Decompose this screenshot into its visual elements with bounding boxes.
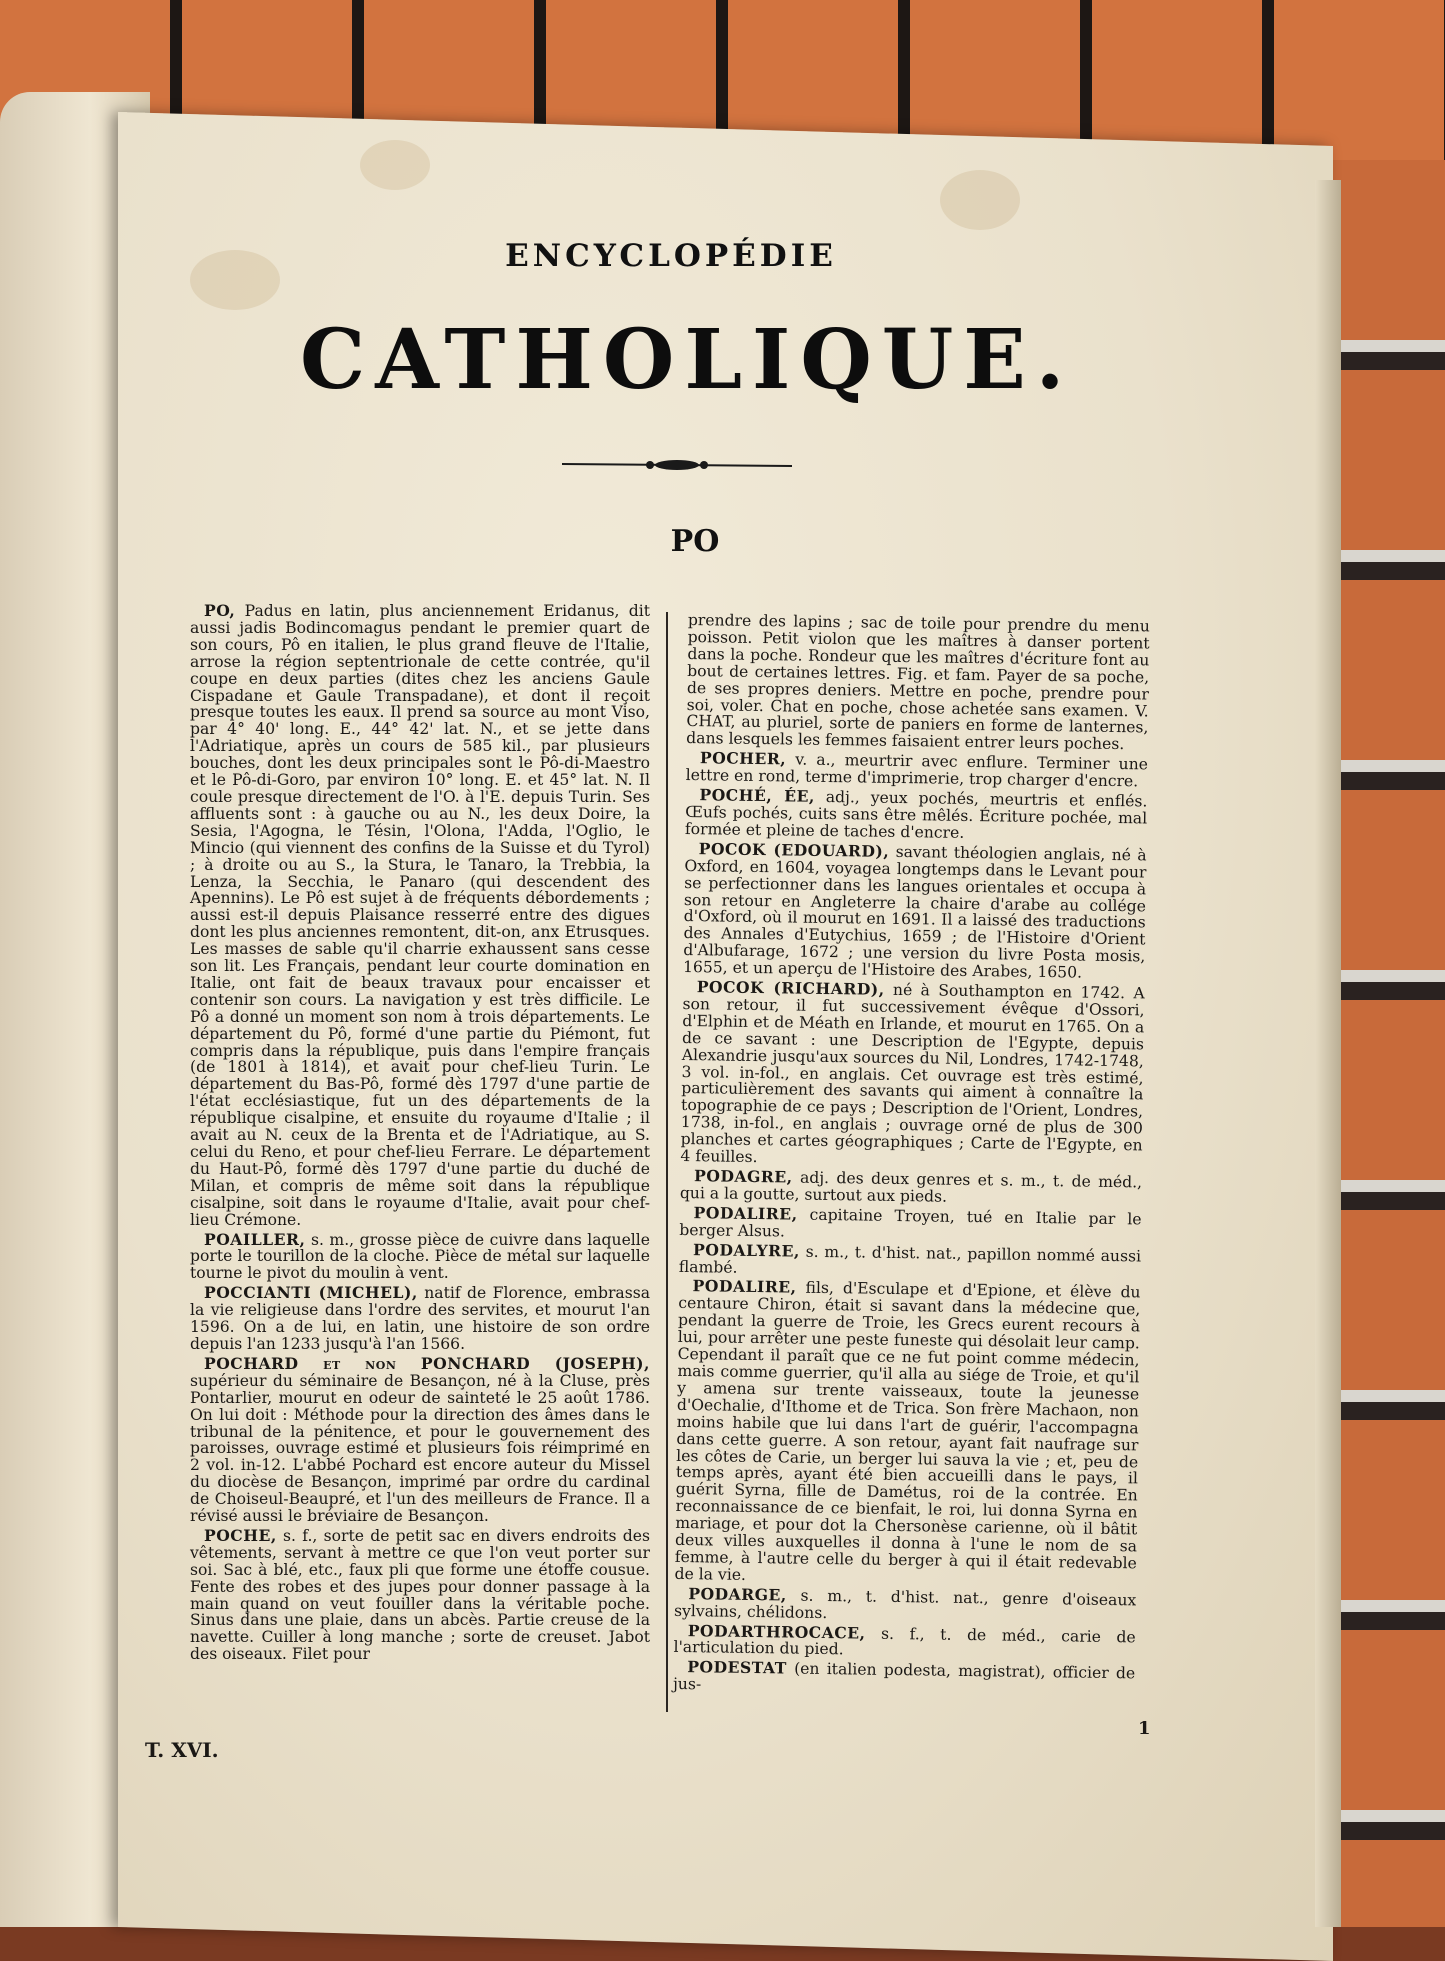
entry-text: (en italien podesta, magistrat), officier de jus- bbox=[672, 1659, 1136, 1694]
entry bbox=[190, 603, 650, 1229]
entry-headword: PODALIRE, bbox=[692, 1276, 797, 1298]
header-title: CATHOLIQUE. bbox=[300, 312, 1075, 408]
entry-headword: PODARGE, bbox=[688, 1583, 787, 1605]
entry bbox=[678, 1239, 1142, 1282]
entry-text: s. m., t. d'hist. nat., papillon nommé aussi flambé. bbox=[678, 1242, 1142, 1277]
entry-text: s. m., t. d'hist. nat., genre d'oiseaux sylvains, chélidons. bbox=[673, 1586, 1137, 1622]
entry-headword: POCCIANTI (MICHEL), bbox=[204, 1283, 418, 1303]
page-edge bbox=[1315, 180, 1341, 1927]
entry bbox=[673, 1583, 1137, 1626]
entry-headword: PODARTHROCACE, bbox=[687, 1620, 866, 1643]
entry bbox=[685, 787, 1148, 844]
entry bbox=[673, 1659, 1135, 1699]
entry bbox=[190, 1353, 650, 1526]
entry-headword: POCOK (EDOUARD), bbox=[698, 838, 890, 861]
entry-headword: PODAGRE, bbox=[693, 1166, 793, 1187]
entry bbox=[680, 979, 1145, 1171]
ornament-divider-icon bbox=[562, 454, 792, 474]
entry-headword: POCHARD et non PONCHARD (JOSEPH), bbox=[204, 1353, 650, 1373]
paper-stain bbox=[190, 250, 280, 310]
entry-headword: POCOK (RICHARD), bbox=[696, 977, 885, 999]
entry-text: Padus en latin, plus anciennement Eridanus, dit aussi jadis Bodincomagus pendant le premier quart de son cours, Pô en italien, le plus grand fleuve de l'Italie, arrose la région septentrionale de cette contrée, qu'il coupe en deux parties (dites chez les anciens Gaule Cispadane et Gaule Transpadane), et dont il reçoit presque toutes les eaux. Il prend sa source au mont Viso, par 4° 40' long. E., 44° 42' lat. N., et se jette dans l'Adriatique, après un cours de 585 kil., par plusieurs bouches, dont les deux principales sont le Pô-di-Maestro et le Pô-di-Goro, par environ 10° long. E. et 45° lat. N. Il coule presque directement de l'O. à l'E. depuis Turin. Ses affluents sont : à gauche ou au N., les deux Doire, la Sesia, l'Agogna, le Tésin, l'Olona, l'Adda, l'Oglio, le Mincio (qui viennent des confins de la Suisse et du Tyrol) ; à droite ou au S., la Stura, le Tanaro, la Trebbia, la Lenza, la Secchia, le Panaro (qui descendent des Apennins). Le Pô est sujet à de fréquents débordements ; aussi est-il depuis Plaisance resserré entre des digues dont les plus anciennes remontent, dit-on, anx Etrusques. Les masses de sable qu'il charrie exhaussent sans cesse son lit. Les Français, pendant leur courte domination en Italie, ont fait de beaux travaux pour encaisser et contenir son cours. La navigation y est très difficile. Le Pô a donné un moment son nom à trois départements. Le département du Pô, formé d'une partie du Piémont, fut compris dans la république, puis dans l'empire français (de 1801 à 1814), et avait pour chef-lieu Turin. Le département du Bas-Pô, formé dès 1797 d'une partie de l'état ecclésiastique, fut un des départements de la république cisalpine, et ensuite du royaume d'Italie ; il avait au N. ceux de la Brenta et de l'Adriatique, au S. celui du Reno, et pour chef-lieu Ferrare. Le département du Haut-Pô, formé dès 1797 d'une partie du duché de Milan, et compris de même soit dans la république cisalpine, soit dans le royaume d'Italie, avait pour chef-lieu Crémone. bbox=[190, 602, 650, 1229]
entry-headword: POCHER, bbox=[699, 748, 787, 769]
entry-text: adj., yeux pochés, meurtris et enflés. Œufs pochés, cuits sans être mêlés. Écriture pochée, mal formée et pleine de taches d'encre. bbox=[684, 788, 1148, 842]
entry-text: v. a., meurtrir avec enflure. Terminer une lettre en rond, terme d'imprimerie, trop charger d'encre. bbox=[685, 750, 1149, 791]
entry-headword: PODALYRE, bbox=[692, 1239, 801, 1261]
entry-headword: POAILLER, bbox=[204, 1229, 306, 1249]
entry-headword: POCHE, bbox=[204, 1525, 277, 1545]
entry-text: capitaine Troyen, tué en Italie par le berger Alsus. bbox=[679, 1205, 1142, 1241]
entry-text: fils, d'Esculape et d'Epione, et élève du centaure Chiron, était si savant dans la médecine que, pendant la guerre de Troie, les Grecs eurent recours à lui, pour arrêter une peste funeste qui désolait leur camp. Cependant il paraît que ce ne fut point comme médecin, mais comme guerrier, qu'il alla au siége de Troie, et qu'il y amena sur trente vaisseaux, toute la jeunesse d'Oechalie, d'Ithome et de Trica. Son frère Machaon, non moins habile que lui dans l'art de guérir, l'accompagna dans cette guerre. A son retour, ayant fait naufrage sur les côtes de Carie, un berger lui sauva la vie ; et, peu de temps après, ayant été bien accueilli dans le pays, il guérit Syrna, fille de Damétus, roi de la contrée. En reconnaissance de ce bienfait, le roi, lui donna Syrna en mariage, et pour dot la Chersonèse carienne, où il bâtit deux villes auxquelles il donna à l'une le nom de sa femme, à l'autre celle du berger à qui il était redevable de la vie. bbox=[674, 1279, 1141, 1584]
entry bbox=[674, 1278, 1140, 1589]
entry bbox=[190, 1525, 650, 1664]
entry bbox=[190, 1285, 650, 1353]
left-column bbox=[190, 603, 650, 1666]
volume-label: T. XVI. bbox=[145, 1738, 219, 1762]
section-title: PO bbox=[670, 524, 720, 559]
entry-headword: PODESTAT bbox=[687, 1657, 787, 1678]
entry bbox=[673, 1622, 1135, 1662]
entry bbox=[680, 1168, 1142, 1208]
entry-text: adj. des deux genres et s. m., t. de méd., qui a la goutte, surtout aux pieds. bbox=[679, 1168, 1143, 1206]
entry-text: prendre des lapins ; sac de toile pour prendre du menu poisson. Petit violon que les maîtres à danser portent dans la poche. Rondeur que les maîtres d'écriture font au bout de certaines lettres. Fig. et fam. Payer de sa poche, de ses propres deniers. Mettre en poche, prendre pour soi, voler. Chat en poche, chose achetée sans examen. V. CHAT, au pluriel, sorte de paniers en forme de lanternes, dans lesquels les femmes faisaient entrer leurs poches. bbox=[686, 611, 1150, 754]
entry-text: natif de Florence, embrassa la vie religieuse dans l'ordre des servites, et mourut l'an 1596. On a de lui, en latin, une histoire de son ordre depuis l'an 1233 jusqu'à l'an 1566. bbox=[190, 1284, 650, 1353]
entry-text: né à Southampton en 1742. A son retour, il fut successivement évêque d'Ossori, d'Elphin et de Méath en Irlande, et mourut en 1765. On a de ce savant : une Description de l'Egypte, depuis Alexandrie jusqu'aux sources du Nil, Londres, 1742-1748, 3 vol. in-fol., en anglais. Cet ouvrage est très estimé, particulièrement des savants qui aiment à connaître la topographie de ce pays ; Description de l'Orient, Londres, 1738, in-fol., en anglais ; ouvrage orné de plus de 300 planches et cartes géographiques ; Carte de l'Egypte, en 4 feuilles. bbox=[680, 980, 1145, 1167]
entry bbox=[679, 1202, 1142, 1245]
entry-text: s. f., sorte de petit sac en divers endroits des vêtements, servant à mettre ce que l'on veut porter sur soi. Sac à blé, etc., faux pli que forme une étoffe cousue. Fente des robes et des jupes pour donner passage à la main quand on veut fouiller dans la véritable poche. Sinus dans une plaie, dans un abcès. Partie creuse de la navette. Cuiller à long manche ; sorte de creuset. Jabot des oiseaux. Filet pour bbox=[190, 1526, 650, 1664]
entry-headword: POCHÉ, ÉE, bbox=[699, 785, 815, 806]
entry-text: savant théologien anglais, né à Oxford, en 1604, voyagea longtemps dans le Levant pour se perfectionner dans les langues orientales et occupa à son retour en Angleterre la chaire d'arabe au collége d'Oxford, où il mourut en 1691. Il a laissé des traductions des Annales d'Eutychius, 1659 ; de l'Histoire d'Orient d'Albufarage, 1672 ; une version du livre Posta mosis, 1655, et un aperçu de l'Histoire des Arabes, 1650. bbox=[682, 842, 1147, 982]
column-divider bbox=[666, 612, 668, 1712]
entry-text: s. m., grosse pièce de cuivre dans laquelle porte le tourillon de la cloche. Pièce de métal sur laquelle tourne le pivot du moulin à vent. bbox=[190, 1230, 650, 1283]
page-number: 1 bbox=[1138, 1718, 1151, 1739]
entry bbox=[686, 612, 1150, 754]
entry bbox=[190, 1229, 650, 1283]
paper-stain bbox=[940, 170, 1020, 230]
entry-headword: PODALIRE, bbox=[693, 1202, 798, 1224]
paper-stain bbox=[360, 140, 430, 190]
entry bbox=[682, 838, 1147, 983]
header-series: ENCYCLOPÉDIE bbox=[505, 238, 837, 274]
entry-headword: PO, bbox=[204, 601, 236, 620]
entry bbox=[686, 750, 1148, 790]
entry-text: supérieur du séminaire de Besançon, né à la Cluse, près Pontarlier, mourut en odeur de sainteté le 25 août 1786. On lui doit : Méthode pour la direction des âmes dans le tribunal de la pénitence, et pour le gouvernement des paroisses, ouvrage estimé et plusieurs fois réimprimé en 2 vol. in-12. L'abbé Pochard est encore auteur du Missel du diocèse de Besançon, imprimé par ordre du cardinal de Choiseul-Beaupré, et l'un des meilleurs de France. Il a révisé aussi le bréviaire de Besançon. bbox=[190, 1371, 650, 1526]
right-column bbox=[673, 612, 1150, 1703]
entry-text: s. f., t. de méd., carie de l'articulation du pied. bbox=[673, 1624, 1136, 1659]
